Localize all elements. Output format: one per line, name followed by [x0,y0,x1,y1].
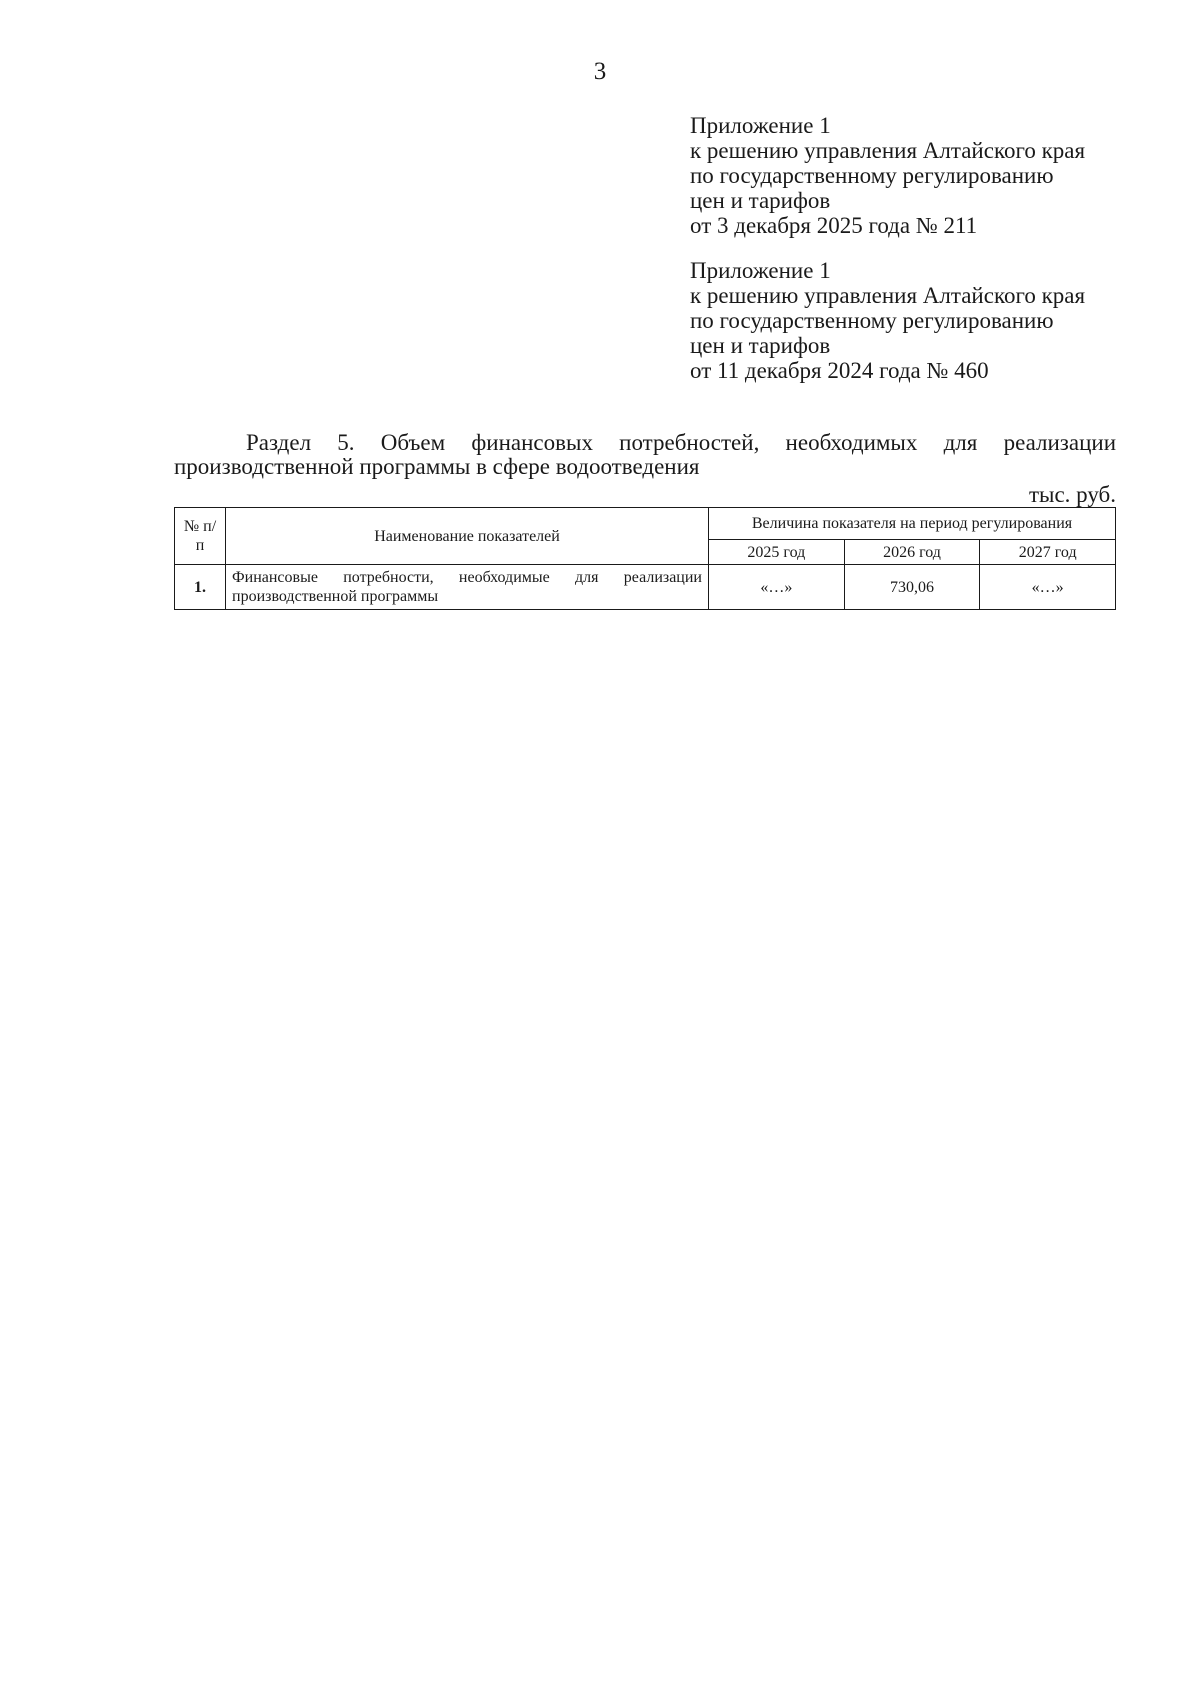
appendix-line: к решению управления Алтайского края [690,283,1086,308]
appendix-block-current [690,113,1160,238]
row-value-2027: «…» [980,565,1116,610]
header-name: Наименование показателей [226,508,709,565]
header-year-2025: 2025 год [709,540,845,565]
section-title-line-1: Раздел 5. Объем финансовых потребностей, необходимых для реализации [246,430,1116,455]
row-num: 1. [175,565,226,610]
table-header-row [175,508,1116,540]
units-label: тыс. руб. [1028,482,1116,507]
financial-needs-table [174,507,1116,610]
appendix-line: цен и тарифов [690,188,831,213]
appendix-line: по государственному регулированию [690,163,1054,188]
appendix-date: от 3 декабря 2025 года № 211 [690,213,978,238]
header-period: Величина показателя на период регулирования [709,508,1116,540]
page-number: 3 [593,58,607,85]
appendix-title: Приложение 1 [690,258,831,283]
row-name-text: Финансовые потребности, необходимые для реализации производственной программы [232,569,702,605]
header-num: № п/п [175,508,226,565]
header-year-2027: 2027 год [980,540,1116,565]
appendix-line: по государственному регулированию [690,308,1054,333]
row-name [226,565,709,610]
appendix-line: цен и тарифов [690,333,831,358]
table-row [175,565,1116,610]
row-value-2025: «…» [709,565,845,610]
appendix-title: Приложение 1 [690,113,831,138]
appendix-date: от 11 декабря 2024 года № 460 [690,358,989,383]
header-year-2026: 2026 год [844,540,980,565]
appendix-line: к решению управления Алтайского края [690,138,1086,163]
appendix-block-previous [690,258,1160,383]
section-title [174,431,1116,479]
section-title-line-2: производственной программы в сфере водоотведения [174,454,700,479]
row-value-2026: 730,06 [844,565,980,610]
